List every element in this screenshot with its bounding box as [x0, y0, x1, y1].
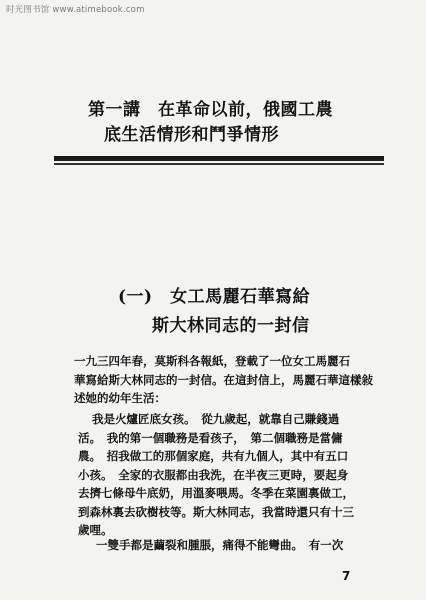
- heading-rule-thick: [54, 156, 384, 161]
- letter-line: 到森林裏去砍樹枝等。斯大林同志，我當時還只有十三: [78, 504, 354, 519]
- letter-line: 歲哩。: [78, 523, 113, 537]
- intro-line: 華寫給斯大林同志的一封信。在這封信上，馬麗石華這樣敍: [74, 372, 373, 387]
- section-title: [60, 283, 380, 341]
- letter-line: 農。 招我做工的那個家庭，共有九個人，其中有五口: [78, 449, 349, 463]
- chapter-title-line-2: 底生活情形和鬥爭情形: [104, 125, 279, 145]
- chapter-title-line-1: 第一講 在革命以前，俄國工農: [88, 100, 333, 120]
- intro-paragraph: [74, 352, 373, 408]
- chapter-title: [60, 98, 380, 148]
- letter-line: 小孩。 全家的衣服都由我洗，在半夜三更時，要起身: [78, 467, 349, 482]
- section-title-line-1: (一) 女工馬麗石華寫給: [118, 287, 311, 307]
- letter-line: 去擠七條母牛底奶，用溫麥喂馬。冬季在菜園裏做工，: [78, 486, 354, 500]
- letter-line: 活。 我的第一個職務是看孩子， 第二個職務是當傭: [78, 430, 343, 445]
- page-number: 7: [342, 569, 351, 583]
- section-title-line-2: 斯大林同志的一封信: [152, 316, 310, 336]
- continuation-line: 一雙手都是繭裂和腫脹，痛得不能彎曲。 有一次: [96, 538, 344, 552]
- watermark: 时光图书馆 www.atimebook.com: [6, 5, 145, 15]
- letter-quote: [78, 410, 370, 540]
- intro-line: 一九三四年春，莫斯科各報紙，登載了一位女工馬麗石: [74, 354, 350, 368]
- letter-line: 我是火爐匠底女孩。 從九歲起，就靠自己賺錢過: [92, 412, 340, 426]
- heading-rule-thin: [54, 163, 384, 165]
- intro-line: 述她的幼年生活：: [74, 391, 166, 405]
